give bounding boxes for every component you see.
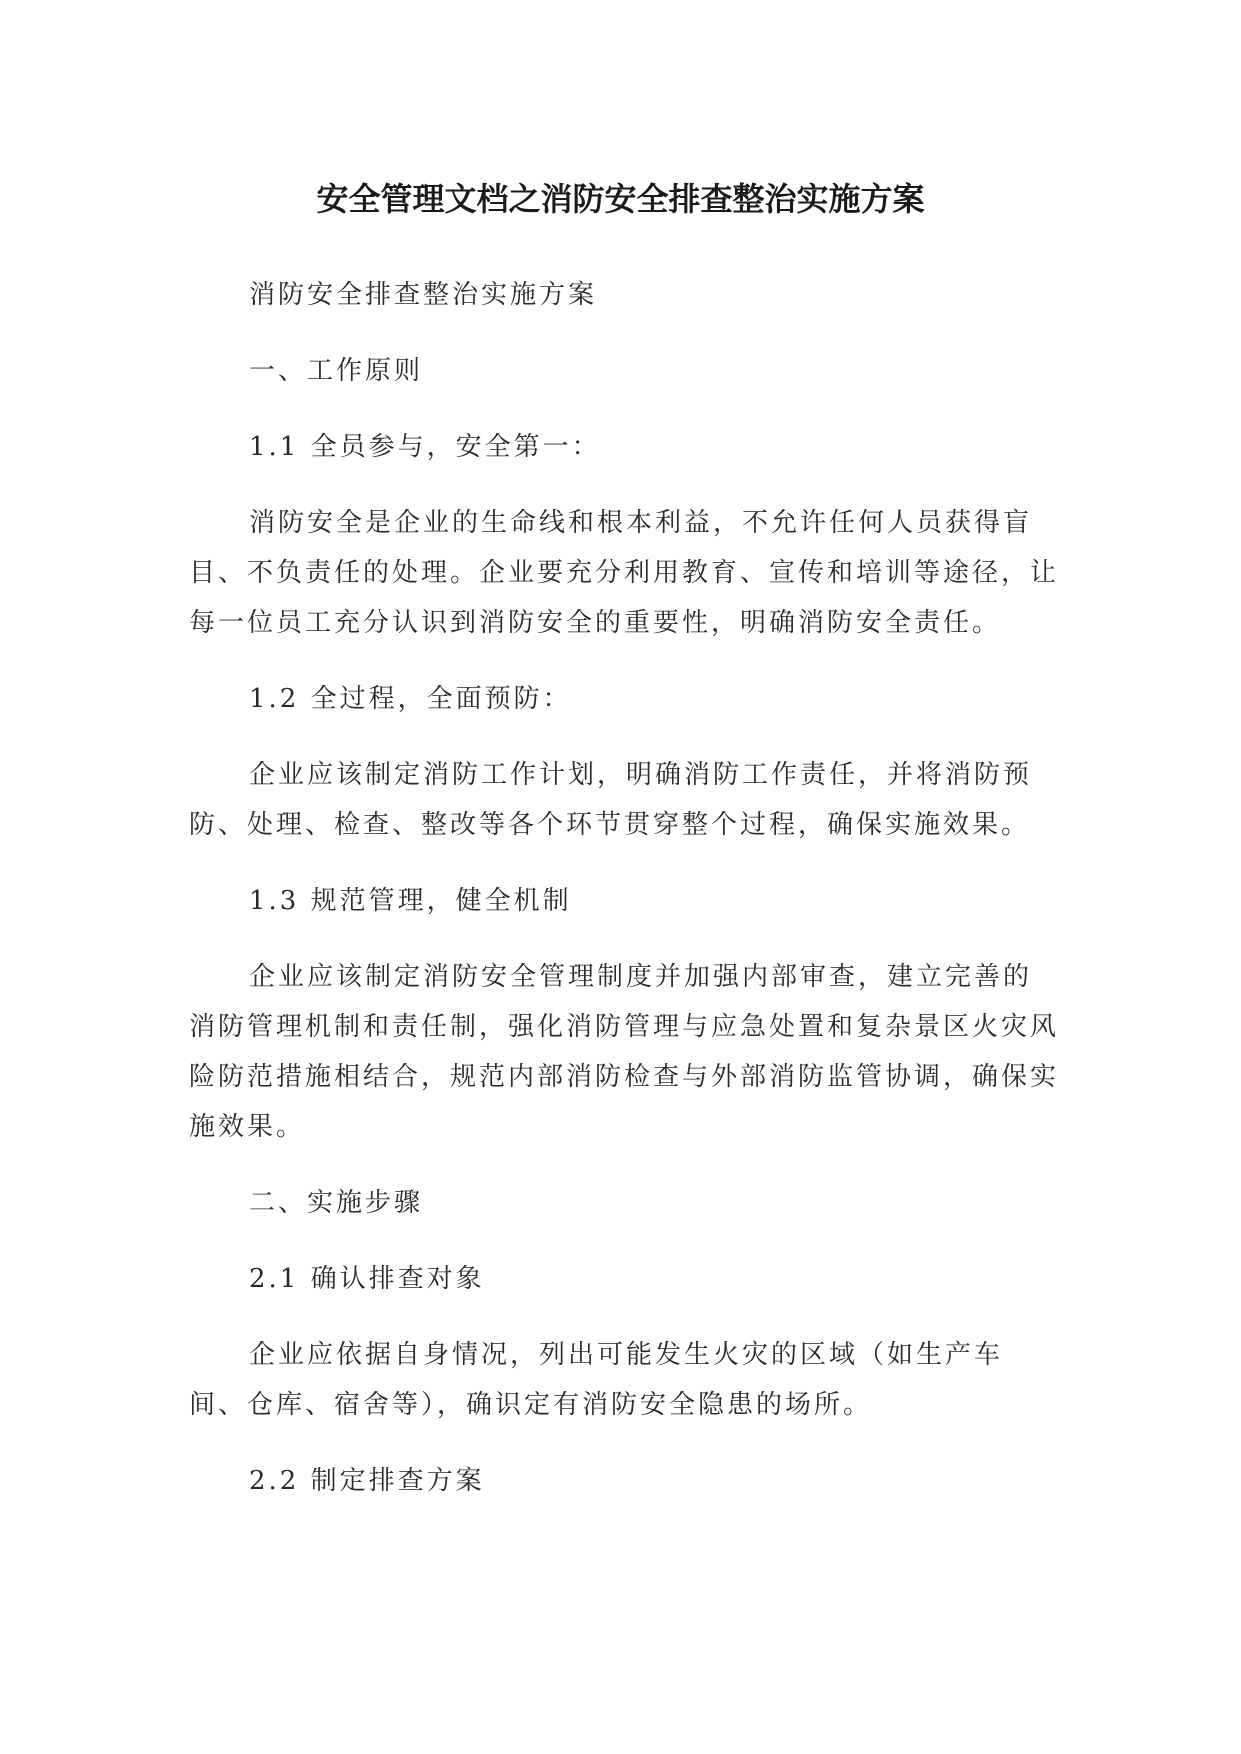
subsection-heading-2-2: 2.2 制定排查方案 — [249, 1466, 485, 1496]
subsection-heading-1-2: 1.2 全过程，全面预防： — [249, 684, 572, 714]
paragraph-1-1-body: 消防安全是企业的生命线和根本利益，不允许任何人员获得盲目、不负责任的处理。企业要充分利用教育、宣传和培训等途径，让每一位员工充分认识到消防安全的重要性，明确消防安全责任。 — [189, 508, 1060, 638]
subsection-heading-2-1: 2.1 确认排查对象 — [249, 1264, 485, 1294]
section-heading-steps: 二、实施步骤 — [249, 1188, 424, 1218]
section-heading-principles: 一、工作原则 — [249, 356, 424, 386]
subsection-heading-1-3: 1.3 规范管理，健全机制 — [249, 886, 572, 916]
subsection-heading-1-1: 1.1 全员参与，安全第一： — [249, 432, 601, 462]
document-body — [189, 270, 1059, 1506]
paragraph-plan-name: 消防安全排查整治实施方案 — [249, 280, 598, 310]
paragraph-1-3-body: 企业应该制定消防安全管理制度并加强内部审查，建立完善的消防管理机制和责任制，强化消防管理与应急处置和复杂景区火灾风险防范措施相结合，规范内部消防检查与外部消防监管协调，确保实施效果。 — [189, 962, 1060, 1142]
paragraph-1-2-body: 企业应该制定消防工作计划，明确消防工作责任，并将消防预防、处理、检查、整改等各个环节贯穿整个过程，确保实施效果。 — [189, 760, 1033, 840]
document-title: 安全管理文档之消防安全排查整治实施方案 — [316, 180, 925, 218]
paragraph-2-1-body: 企业应依据自身情况，列出可能发生火灾的区域（如生产车间、仓库、宿舍等），确识定有消防安全隐患的场所。 — [189, 1340, 1004, 1420]
